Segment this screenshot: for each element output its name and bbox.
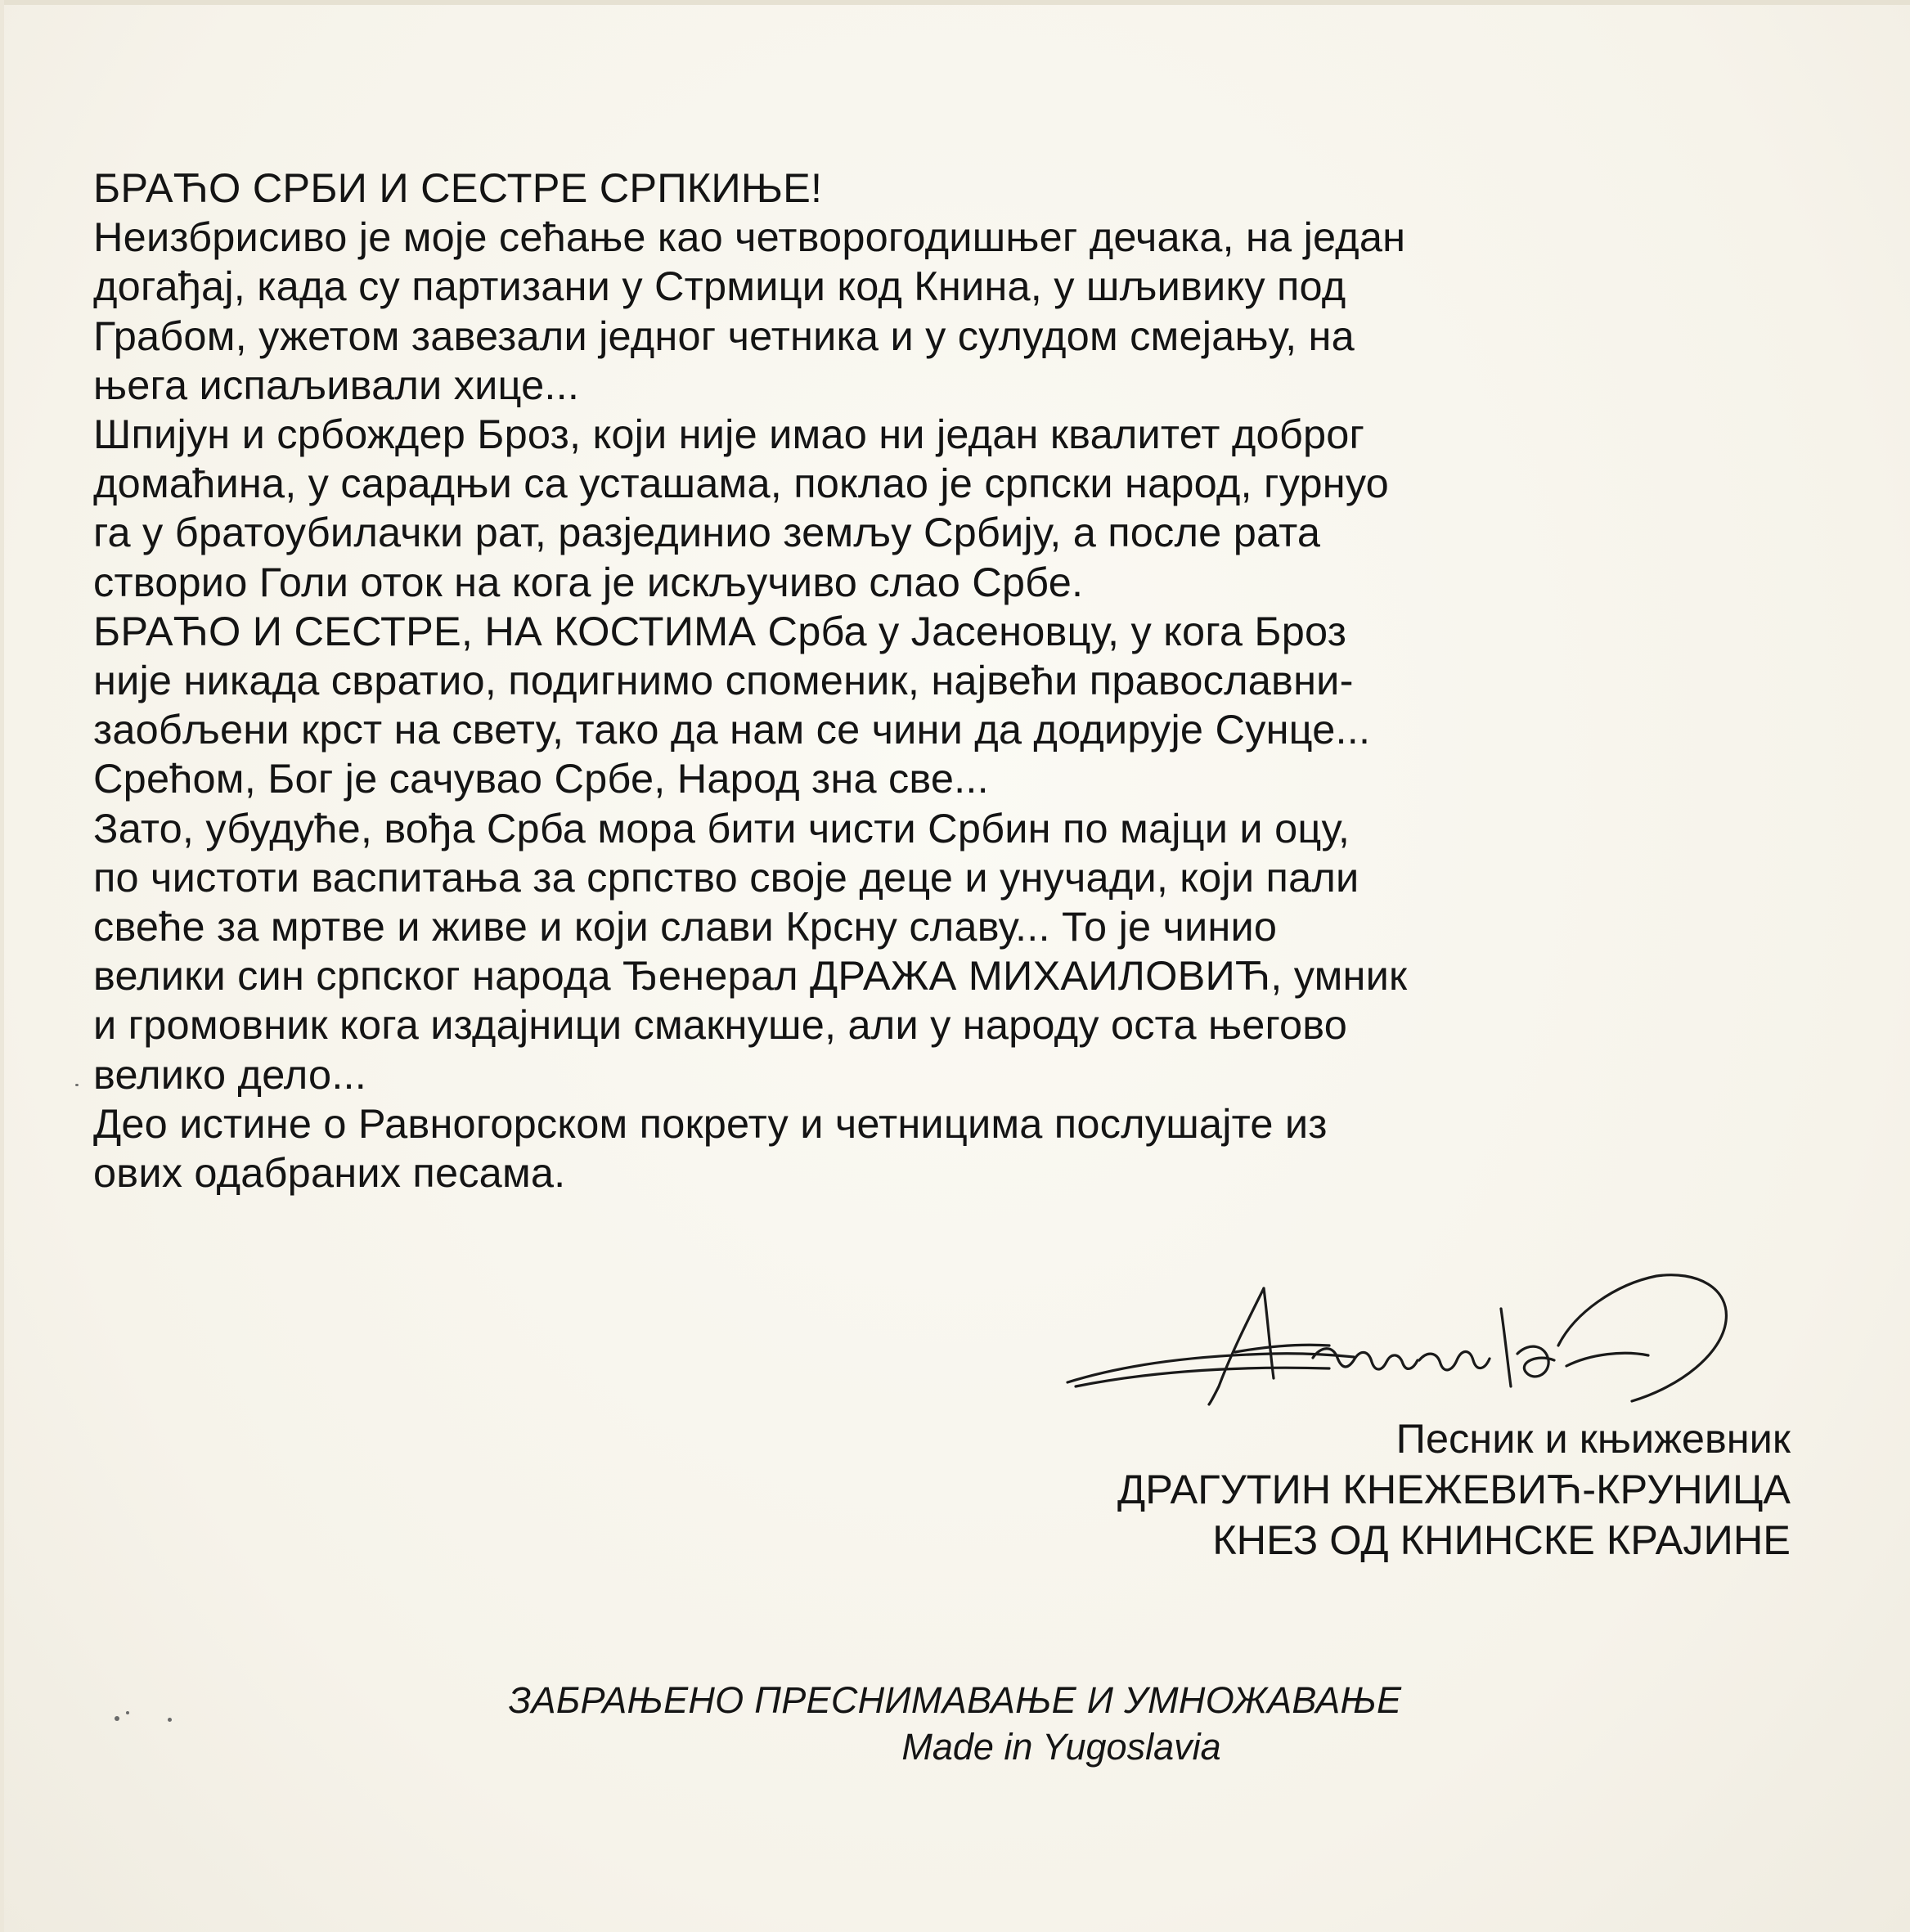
dust-speck xyxy=(126,1711,129,1714)
paper-edge-left xyxy=(0,0,4,1932)
letter-line: Зато, убудуће, вођа Срба мора бити чисти Србин по мајци и оцу, xyxy=(93,804,1350,851)
letter-line: ових одабраних песама. xyxy=(93,1149,566,1197)
letter-line: велико дело... xyxy=(93,1050,367,1098)
dust-speck xyxy=(115,1716,119,1721)
author-block xyxy=(1117,1413,1791,1566)
handwritten-signature xyxy=(1059,1264,1763,1407)
letter-line: њега испаљивали хице... xyxy=(93,361,580,408)
letter-line: Неизбрисиво је моје сећање као четворогодишњег дечака, на један xyxy=(93,213,1406,261)
author-role: Песник и књижевник xyxy=(1395,1415,1791,1462)
author-name: ДРАГУТИН КНЕЖЕВИЋ-КРУНИЦА xyxy=(1117,1466,1791,1512)
letter-line: Срећом, Бог је сачувао Србе, Народ зна све... xyxy=(93,755,989,802)
letter-line: догађај, када су партизани у Стрмици код Книна, у шљивику под xyxy=(93,263,1346,310)
letter-line: велики син српског народа Ђенерал ДРАЖА МИХАИЛОВИЋ, умник xyxy=(93,952,1408,1000)
letter-line: Шпијун и србождер Броз, који није имао ни један квалитет доброг xyxy=(93,411,1365,458)
letter-line: и громовник кога издајници смакнуше, али у народу оста његово xyxy=(93,1001,1348,1049)
dust-speck xyxy=(75,1084,79,1086)
letter-body xyxy=(93,164,1844,1197)
letter-line: домаћина, у сарадњи са усташама, поклао је српски народ, гурнуо xyxy=(93,460,1389,507)
letter-line: Грабом, ужетом завезали једног четника и у сулудом смејању, на xyxy=(93,312,1355,359)
letter-line: није никада свратио, подигнимо споменик, највећи православни- xyxy=(93,657,1354,704)
letter-greeting: БРАЋО СРБИ И СЕСТРЕ СРПКИЊЕ! xyxy=(93,164,823,211)
dust-speck xyxy=(168,1718,172,1722)
paper-edge-top xyxy=(0,0,1910,5)
letter-line: заобљени крст на свету, тако да нам се чини да додирује Сунце... xyxy=(93,706,1371,753)
copy-prohibited-notice: ЗАБРАЊЕНО ПРЕСНИМАВАЊЕ И УМНОЖАВАЊЕ xyxy=(508,1679,1402,1721)
letter-line: БРАЋО И СЕСТРЕ, НА КОСТИМА Срба у Јасеновцу, у кога Броз xyxy=(93,607,1347,654)
letter-line: Део истине о Равногорском покрету и четницима послушајте из xyxy=(93,1099,1328,1147)
letter-line: га у братоубилачки рат, разјединио земљу Србију, а после рата xyxy=(93,509,1321,556)
made-in-label: Made in Yugoslavia xyxy=(901,1726,1221,1768)
author-title: КНЕЗ ОД КНИНСКЕ КРАЈИНЕ xyxy=(1212,1516,1791,1563)
letter-line: свеће за мртве и живе и који слави Крсну славу... То је чинио xyxy=(93,903,1278,950)
footer xyxy=(0,1677,1910,1770)
letter-line: по чистоти васпитања за српство своје деце и унучади, који пали xyxy=(93,853,1359,901)
letter-line: створио Голи оток на кога је искључиво слао Србе. xyxy=(93,558,1084,605)
